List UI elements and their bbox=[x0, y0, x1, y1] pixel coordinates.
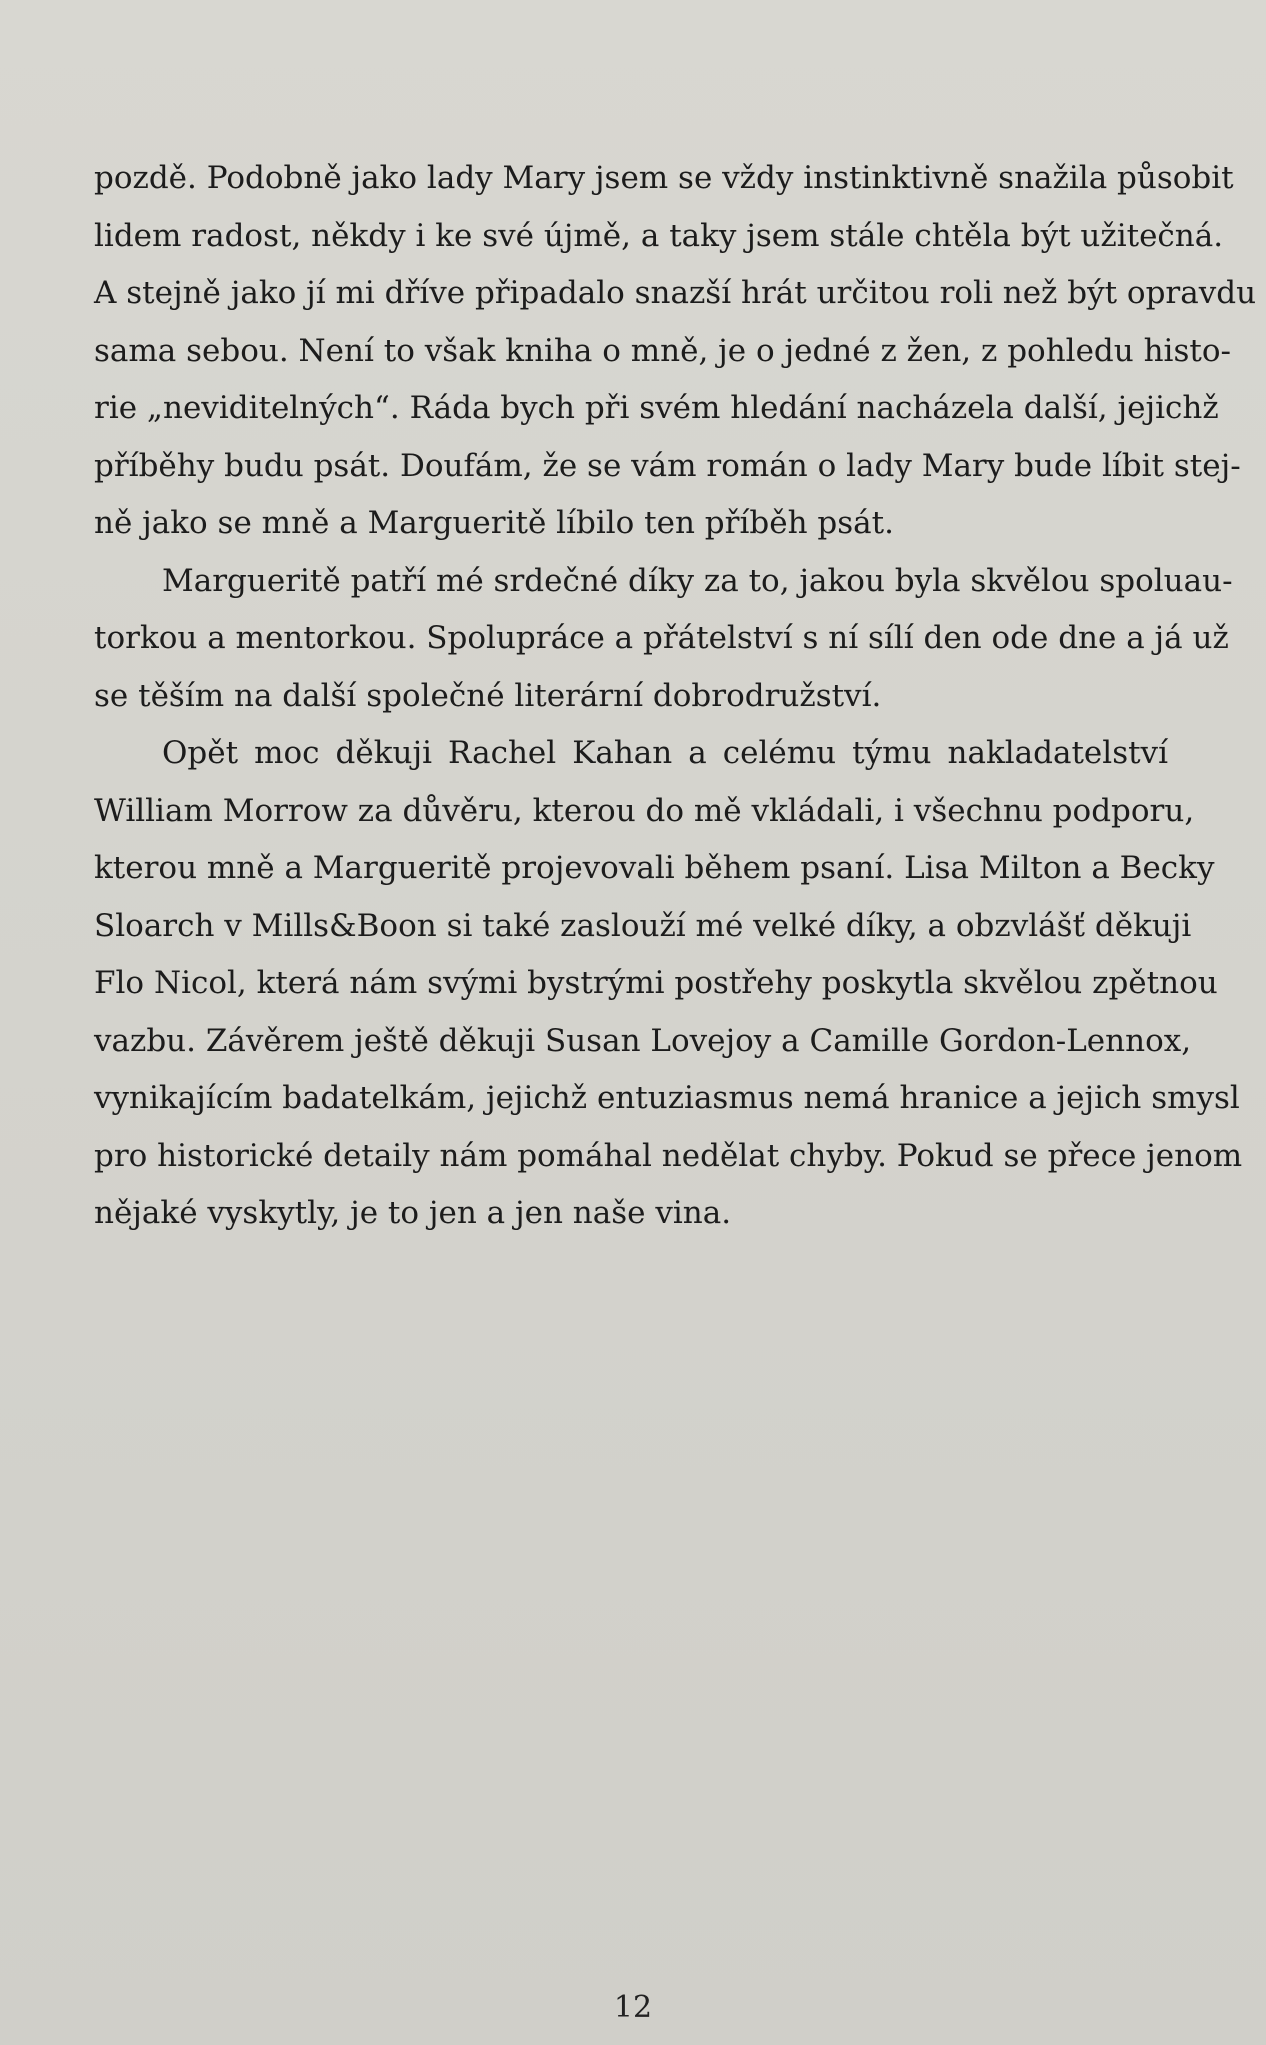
paragraph-2 bbox=[94, 553, 1233, 726]
text-line: vynikajícím badatelkám, jejichž entuziasmus nemá hranice a jejich smysl bbox=[94, 1080, 1240, 1116]
text-line: rie „neviditelných“. Ráda bych při svém hledání nacházela další, jejichž bbox=[94, 390, 1219, 426]
text-line: nějaké vyskytly, je to jen a jen naše vina. bbox=[94, 1195, 732, 1231]
text-line: lidem radost, někdy i ke své újmě, a taky jsem stále chtěla být užitečná. bbox=[94, 217, 1224, 254]
text-line: příběhy budu psát. Doufám, že se vám román o lady Mary bude líbit stej- bbox=[94, 447, 1241, 484]
text-line: pozdě. Podobně jako lady Mary jsem se vždy instinktivně snažila působit bbox=[94, 160, 1234, 196]
text-line: sama sebou. Není to však kniha o mně, je o jedné z žen, z pohledu histo- bbox=[94, 332, 1231, 369]
text-line: kterou mně a Margueritě projevovali během psaní. Lisa Milton a Becky bbox=[94, 850, 1215, 886]
paragraph-1 bbox=[94, 150, 1257, 553]
text-line: pro historické detaily nám pomáhal nedělat chyby. Pokud se přece jenom bbox=[94, 1137, 1243, 1174]
text-line: se těším na další společné literární dobrodružství. bbox=[94, 677, 882, 714]
text-line: Opět moc děkuji Rachel Kahan a celému týmu nakladatelství bbox=[162, 735, 1168, 771]
text-line: Flo Nicol, která nám svými bystrými postřehy poskytla skvělou zpětnou bbox=[94, 965, 1218, 1001]
page-number: 12 bbox=[613, 1990, 653, 2025]
paragraph-3 bbox=[94, 725, 1243, 1243]
text-line: Margueritě patří mé srdečné díky za to, jakou byla skvělou spoluau- bbox=[162, 562, 1233, 599]
text-line: A stejně jako jí mi dříve připadalo snazší hrát určitou roli než být opravdu bbox=[94, 275, 1257, 311]
text-line: ně jako se mně a Margueritě líbilo ten příběh psát. bbox=[94, 505, 894, 541]
text-line: vazbu. Závěrem ještě děkuji Susan Lovejoy a Camille Gordon-Lennox, bbox=[94, 1022, 1192, 1059]
text-line: Sloarch v Mills&Boon si také zaslouží mé velké díky, a obzvlášť děkuji bbox=[94, 907, 1192, 944]
text-line: William Morrow za důvěru, kterou do mě vkládali, i všechnu podporu, bbox=[94, 792, 1195, 829]
body-text bbox=[94, 150, 1257, 1243]
text-line: torkou a mentorkou. Spolupráce a přátelství s ní sílí den ode dne a já už bbox=[94, 620, 1229, 656]
